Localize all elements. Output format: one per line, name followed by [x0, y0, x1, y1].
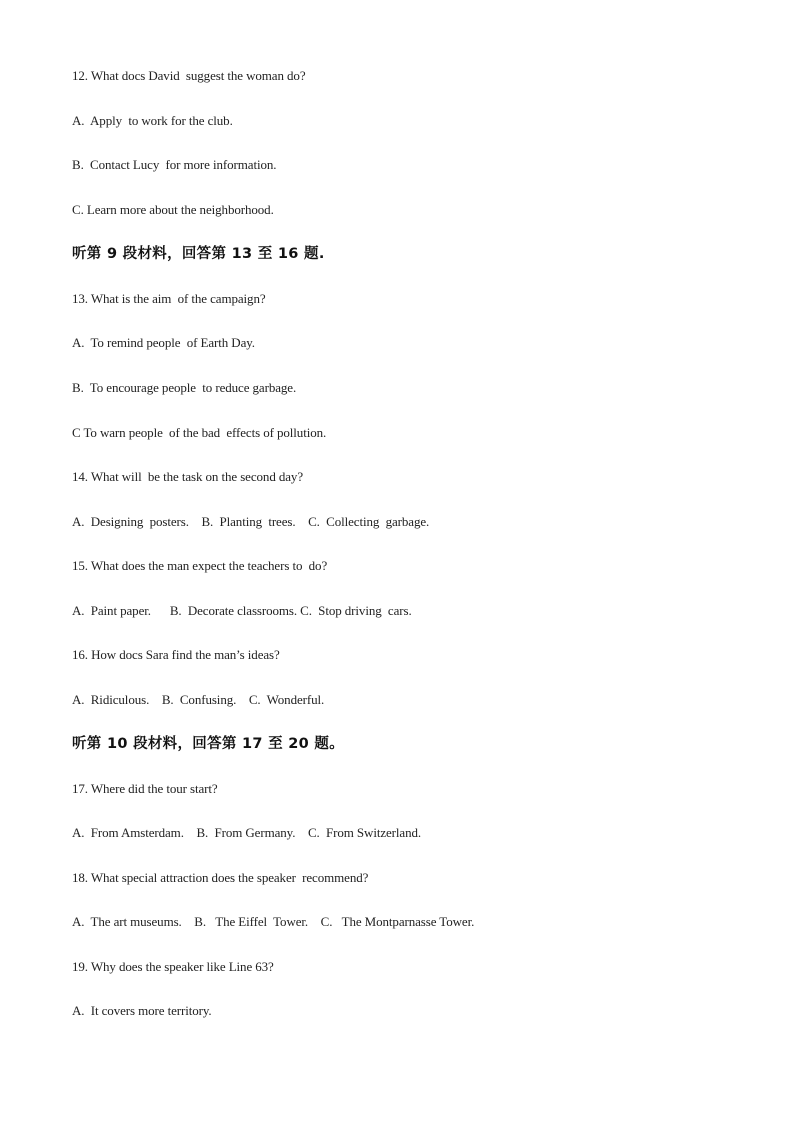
- question-13: 13. What is the aim of the campaign?: [72, 291, 266, 306]
- q19-option-a: A. It covers more territory.: [72, 1003, 212, 1018]
- question-12: 12. What docs David suggest the woman do?: [72, 68, 306, 83]
- q14-options: A. Designing posters. B. Planting trees. C. Collecting garbage.: [72, 514, 430, 529]
- q12-option-a: A. Apply to work for the club.: [72, 113, 233, 128]
- question-16: 16. How docs Sara find the man’s ideas?: [72, 647, 280, 662]
- q13-option-c: C To warn people of the bad effects of pollution.: [72, 425, 327, 440]
- question-18: 18. What special attraction does the speaker recommend?: [72, 870, 369, 885]
- question-17: 17. Where did the tour start?: [72, 781, 218, 796]
- section-heading-10: 听第 10 段材料，回答第 17 至 20 题。: [72, 736, 345, 752]
- q13-option-a: A. To remind people of Earth Day.: [72, 335, 255, 350]
- q16-options: A. Ridiculous. B. Confusing. C. Wonderful.: [72, 692, 325, 707]
- q17-options: A. From Amsterdam. B. From Germany. C. From Switzerland.: [72, 825, 422, 840]
- q13-option-b: B. To encourage people to reduce garbage.: [72, 380, 297, 395]
- question-14: 14. What will be the task on the second day?: [72, 469, 304, 484]
- section-heading-9: 听第 9 段材料，回答第 13 至 16 题.: [72, 246, 325, 262]
- question-19: 19. Why does the speaker like Line 63?: [72, 959, 274, 974]
- question-15: 15. What does the man expect the teachers to do?: [72, 558, 328, 573]
- q15-options: A. Paint paper. B. Decorate classrooms. C. Stop driving cars.: [72, 603, 412, 618]
- q12-option-c: C. Learn more about the neighborhood.: [72, 202, 274, 217]
- q18-options: A. The art museums. B. The Eiffel Tower. C. The Montparnasse Tower.: [72, 914, 475, 929]
- q12-option-b: B. Contact Lucy for more information.: [72, 157, 277, 172]
